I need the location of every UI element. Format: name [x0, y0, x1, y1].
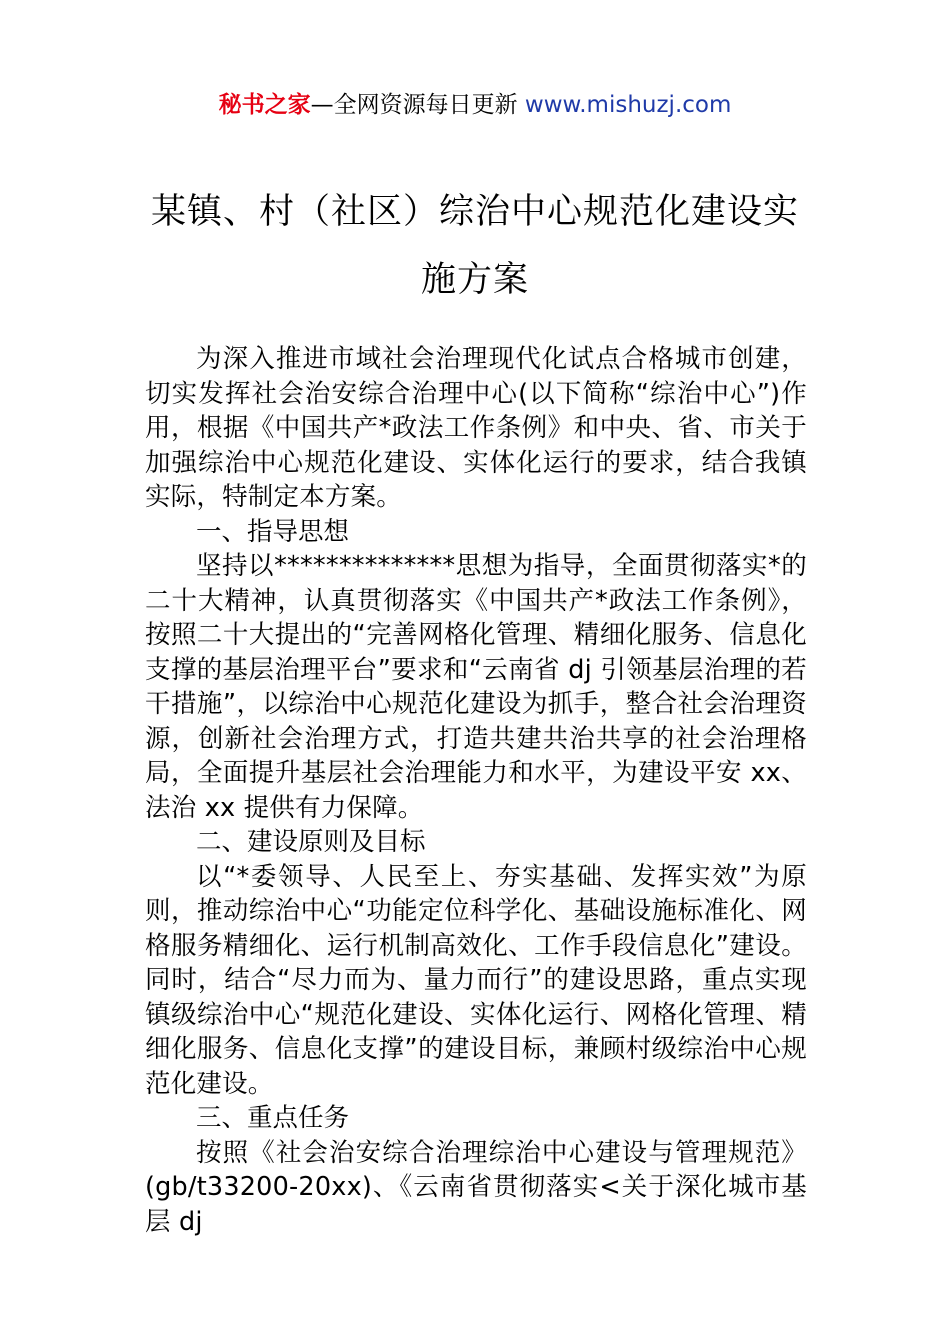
- header-tagline: —全网资源每日更新: [310, 92, 518, 118]
- document-title: [100, 178, 850, 314]
- title-line-2: 施方案: [420, 260, 529, 300]
- site-header: [0, 88, 950, 122]
- brand-name: 秘书之家: [218, 92, 311, 118]
- site-url-link[interactable]: www.mishuzj.com: [524, 92, 732, 118]
- document-body: [145, 342, 807, 1239]
- title-line-1: 某镇、村（社区）综治中心规范化建设实: [150, 192, 799, 232]
- section-2-paragraph: 以“*委领导、人民至上、夯实基础、发挥实效”为原则，推动综治中心“功能定位科学化、基础设施标准化、网格服务精细化、运行机制高效化、工作手段信息化”建设。同时，结合“尽力而为、量力而行”的建设思路，重点实现镇级综治中心“规范化建设、实体化运行、网格化管理、精细化服务、信息化支撑”的建设目标，兼顾村级综治中心规范化建设。: [145, 861, 807, 1099]
- section-1-paragraph: 坚持以**************思想为指导，全面贯彻落实*的二十大精神，认真贯彻落实《中国共产*政法工作条例》，按照二十大提出的“完善网格化管理、精细化服务、信息化支撑的基层治理平台”要求和“云南省 dj 引领基层治理的若干措施”，以综治中心规范化建设为抓手，整合社会治理资源，创新社会治理方式，打造共建共治共享的社会治理格局，全面提升基层社会治理能力和水平，为建设平安 xx、法治 xx 提供有力保障。: [145, 551, 807, 823]
- section-2-heading: 二、建设原则及目标: [196, 827, 426, 857]
- intro-paragraph: 为深入推进市域社会治理现代化试点合格城市创建，切实发挥社会治安综合治理中心(以下简称“综治中心”)作用，根据《中国共产*政法工作条例》和中央、省、市关于加强综治中心规范化建设、实体化运行的要求，结合我镇实际，特制定本方案。: [145, 344, 807, 512]
- section-1-heading: 一、指导思想: [196, 516, 350, 547]
- section-3-paragraph: 按照《社会治安综合治理综治中心建设与管理规范》(gb/t33200-20xx)、《云南省贯彻落实<关于深化城市基层 dj: [145, 1137, 807, 1237]
- section-3-heading: 三、重点任务: [196, 1103, 350, 1133]
